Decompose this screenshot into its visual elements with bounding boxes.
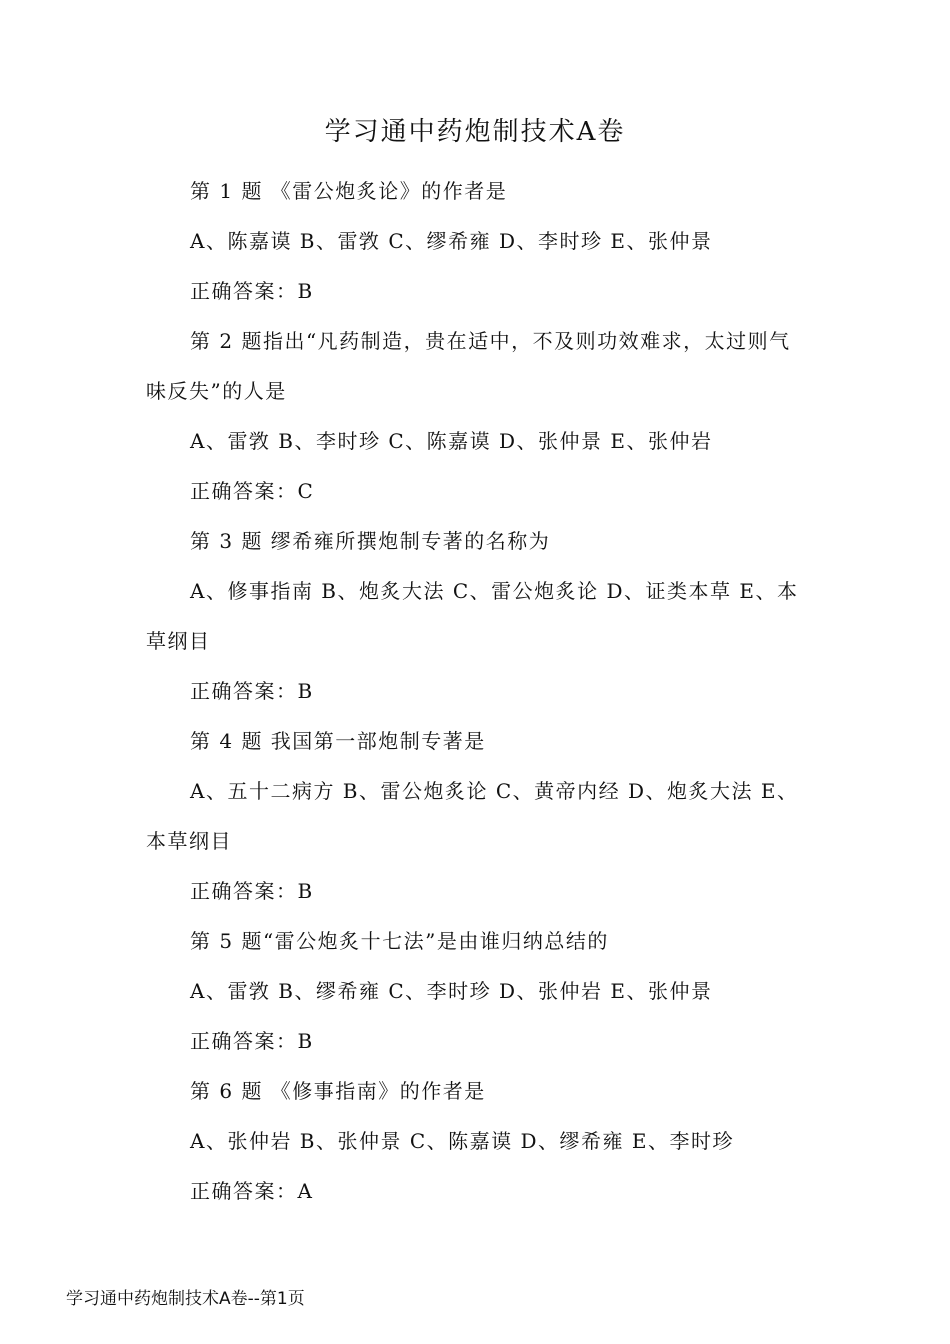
question-5-answer: 正确答案：B bbox=[190, 1029, 314, 1053]
question-1-answer: 正确答案：B bbox=[190, 279, 314, 303]
question-1-text: 第 1 题 《雷公炮炙论》的作者是 bbox=[190, 179, 508, 203]
question-3-text: 第 3 题 缪希雍所撰炮制专著的名称为 bbox=[190, 529, 551, 553]
question-6-options: A、张仲岩 B、张仲景 C、陈嘉谟 D、缪希雍 E、李时珍 bbox=[190, 1129, 735, 1153]
question-5-text: 第 5 题“雷公炮炙十七法”是由谁归纳总结的 bbox=[190, 929, 609, 953]
question-2-options: A、雷敩 B、李时珍 C、陈嘉谟 D、张仲景 E、张仲岩 bbox=[190, 429, 713, 453]
question-4-options: A、五十二病方 B、雷公炮炙论 C、黄帝内经 D、炮炙大法 E、本草纲目 bbox=[146, 779, 799, 853]
page-title: 学习通中药炮制技术A卷 bbox=[324, 117, 626, 147]
question-2-text: 第 2 题指出“凡药制造，贵在适中，不及则功效难求，太过则气味反失”的人是 bbox=[146, 329, 791, 403]
question-2-answer: 正确答案：C bbox=[190, 479, 315, 503]
question-6-answer: 正确答案：A bbox=[190, 1179, 314, 1203]
question-4-text: 第 4 题 我国第一部炮制专著是 bbox=[190, 729, 486, 753]
question-4-answer: 正确答案：B bbox=[190, 879, 314, 903]
question-list bbox=[146, 166, 810, 1216]
page-footer: 学习通中药炮制技术A卷--第1页 bbox=[66, 1289, 305, 1309]
question-3-answer: 正确答案：B bbox=[190, 679, 314, 703]
question-1-options: A、陈嘉谟 B、雷敩 C、缪希雍 D、李时珍 E、张仲景 bbox=[190, 229, 713, 253]
question-5-options: A、雷敩 B、缪希雍 C、李时珍 D、张仲岩 E、张仲景 bbox=[190, 979, 713, 1003]
question-6-text: 第 6 题 《修事指南》的作者是 bbox=[190, 1079, 486, 1103]
question-3-options: A、修事指南 B、炮炙大法 C、雷公炮炙论 D、证类本草 E、本草纲目 bbox=[146, 579, 799, 653]
